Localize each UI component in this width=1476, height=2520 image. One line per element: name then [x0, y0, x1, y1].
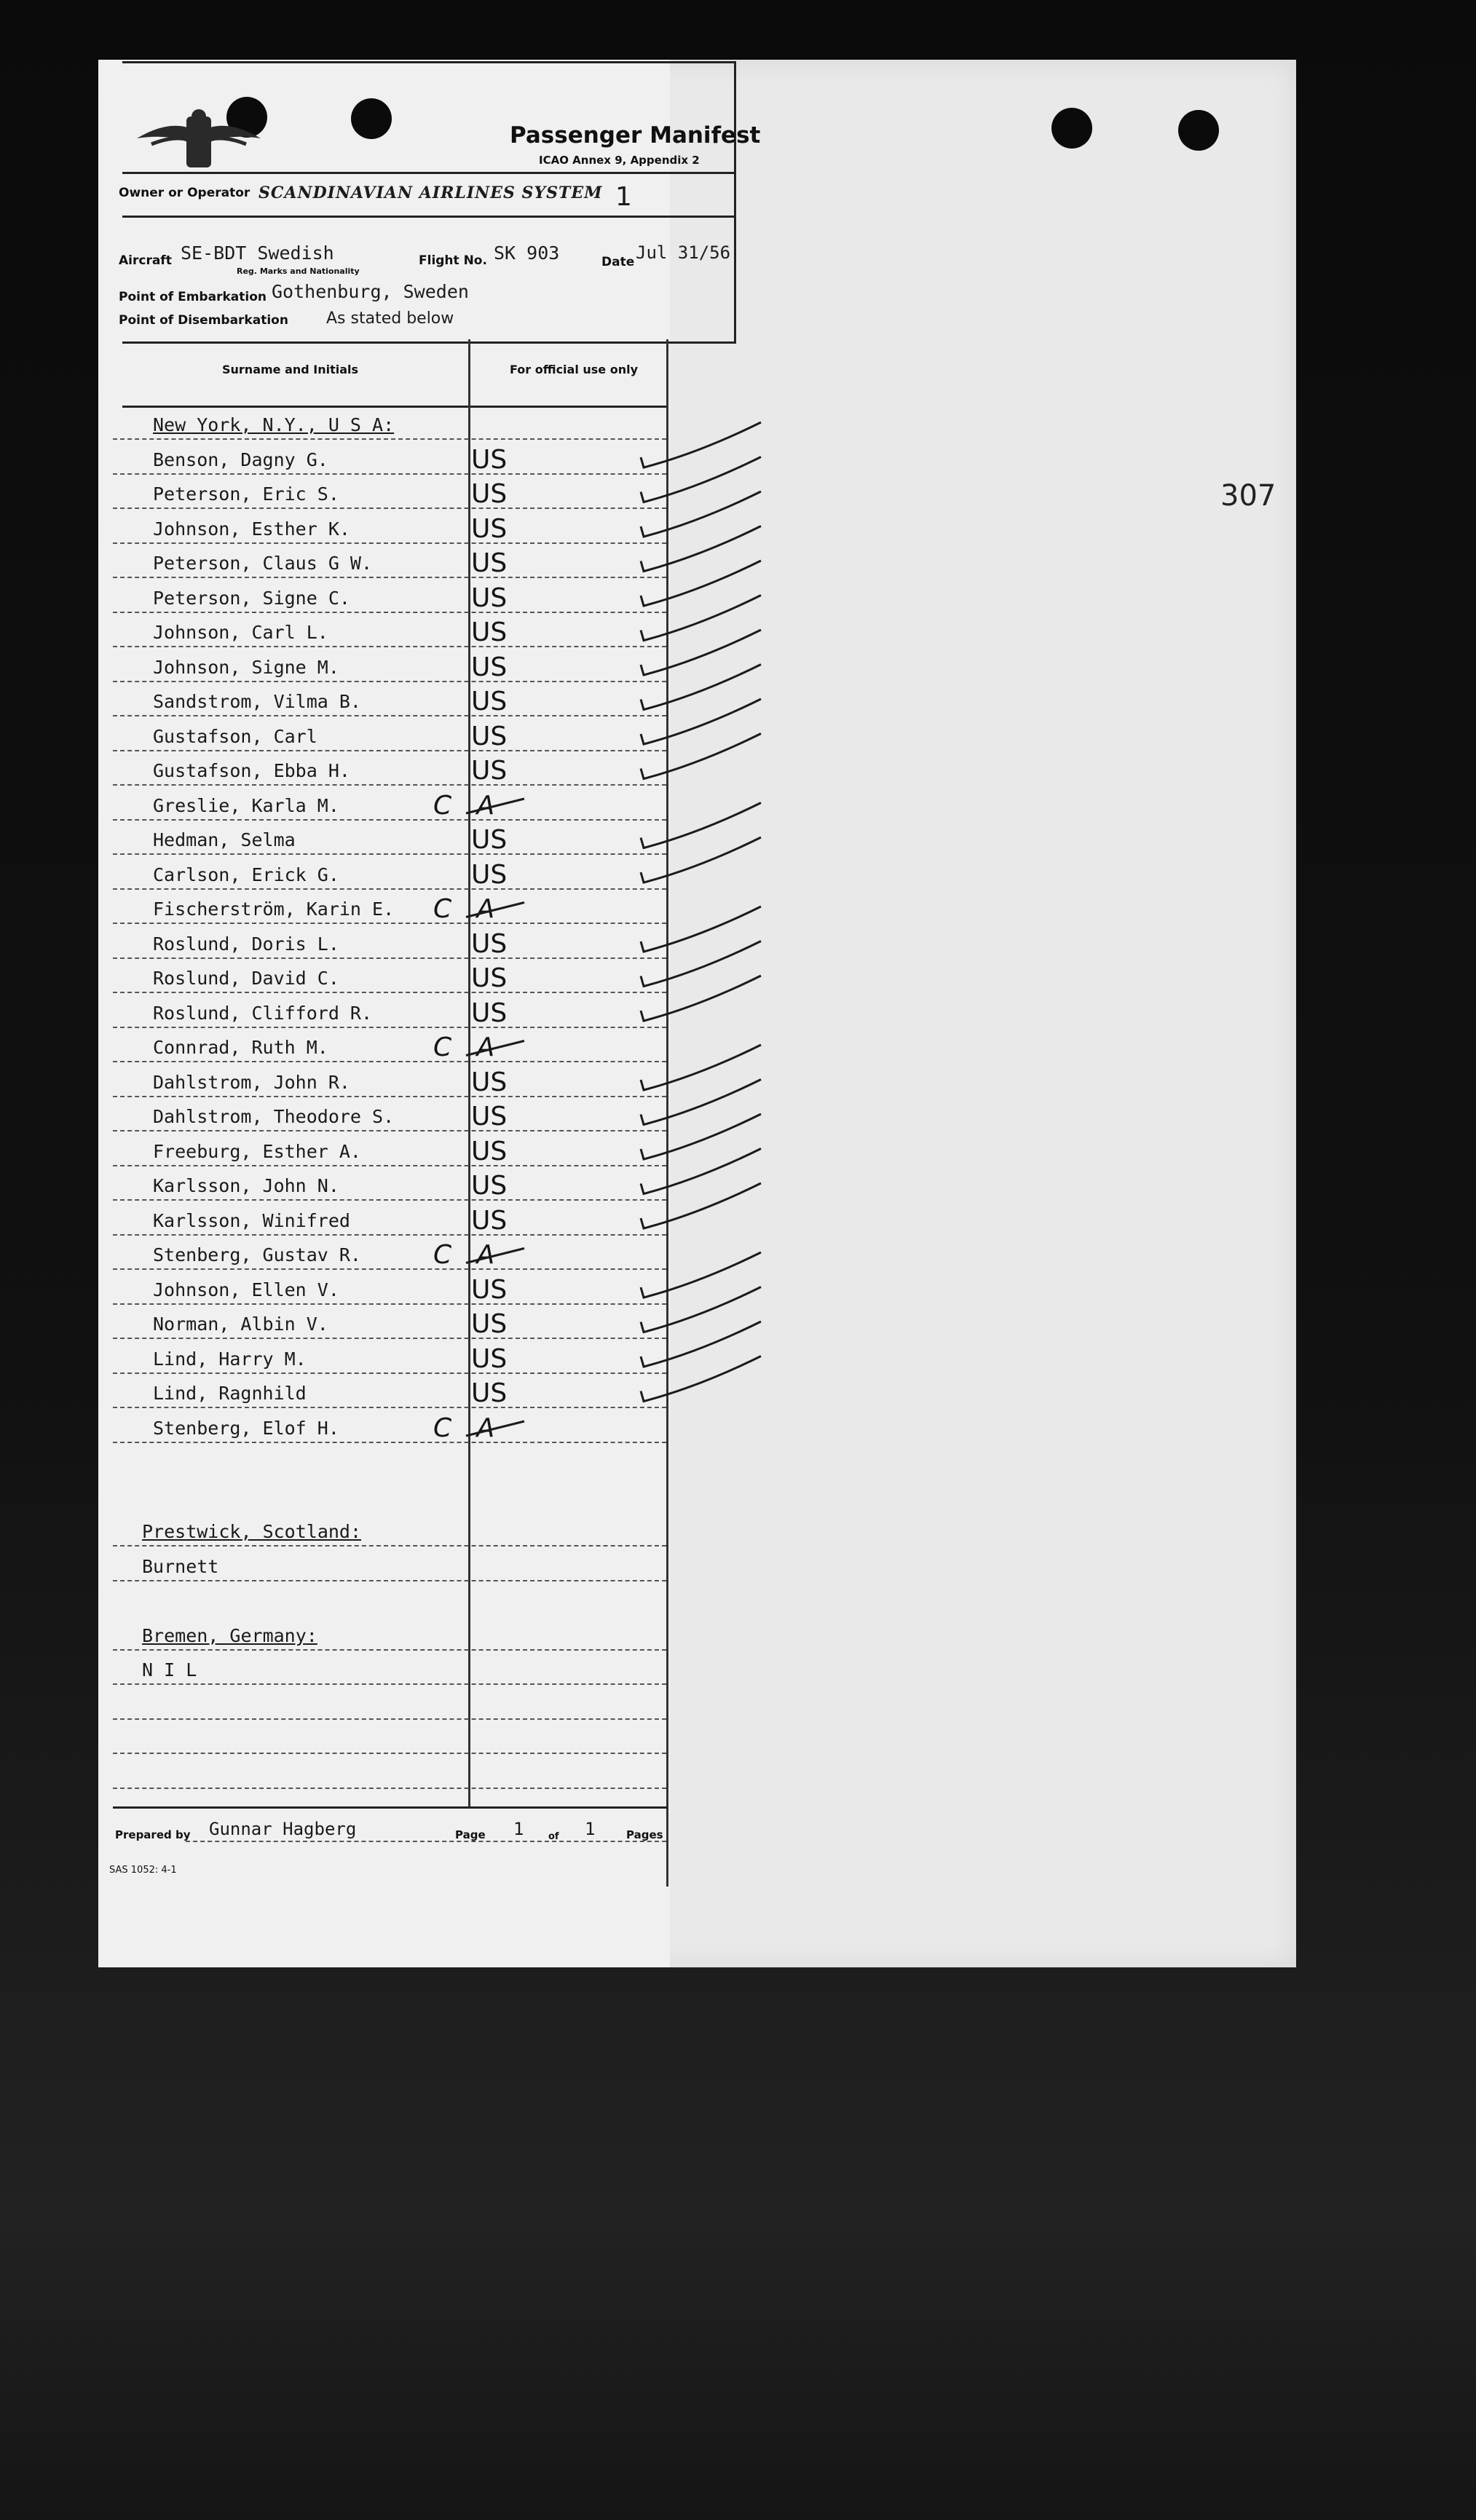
- passenger-name: Hedman, Selma: [153, 829, 296, 850]
- row-dashed-line: [113, 1442, 666, 1443]
- passenger-row: [113, 751, 666, 786]
- official-mark: US: [471, 756, 508, 786]
- airline-wings-logo-icon: [122, 87, 275, 189]
- passenger-row: [113, 544, 666, 578]
- punch-hole-4: [1178, 110, 1219, 151]
- embarkation-label: Point of Embarkation: [119, 290, 267, 304]
- official-mark: US: [471, 479, 508, 509]
- prepared-by-label: Prepared by: [115, 1828, 191, 1841]
- passenger-name: Karlsson, John N.: [153, 1175, 339, 1196]
- passenger-row: [113, 821, 666, 855]
- date-label: Date: [601, 255, 635, 269]
- official-mark: US: [471, 548, 508, 578]
- passenger-row: [113, 510, 666, 544]
- official-mark: US: [471, 1309, 508, 1339]
- passenger-name: Peterson, Claus G W.: [153, 553, 373, 574]
- passenger-name: Norman, Albin V.: [153, 1314, 328, 1335]
- passenger-row: [113, 1651, 666, 1685]
- passenger-name: Lind, Harry M.: [153, 1348, 307, 1370]
- column-header-official: For official use only: [510, 363, 639, 376]
- official-mark: C A: [433, 1032, 495, 1062]
- passenger-row: [113, 890, 666, 924]
- passenger-row: [113, 1236, 666, 1270]
- official-mark: US: [471, 1378, 508, 1408]
- passenger-name: Peterson, Eric S.: [153, 483, 339, 505]
- footer-underline: [186, 1841, 666, 1842]
- passenger-name: Johnson, Carl L.: [153, 622, 328, 643]
- date-value: Jul 31/56: [636, 242, 731, 263]
- passenger-name: Lind, Ragnhild: [153, 1383, 307, 1404]
- section-heading-row: [113, 1512, 666, 1547]
- passenger-name: Carlson, Erick G.: [153, 864, 339, 885]
- passenger-row: [113, 1201, 666, 1236]
- form-right-edge: [666, 339, 668, 1887]
- of-label: of: [548, 1831, 559, 1842]
- official-mark: US: [471, 617, 508, 647]
- manifest-title: Passenger Manifest: [510, 122, 761, 149]
- passenger-row: [113, 1305, 666, 1339]
- section-heading-row: [113, 1616, 666, 1651]
- official-mark: US: [471, 444, 508, 475]
- passenger-name: Johnson, Esther K.: [153, 518, 350, 540]
- empty-row: [113, 1686, 666, 1720]
- official-mark: US: [471, 513, 508, 544]
- passenger-name: N I L: [142, 1659, 197, 1680]
- owner-value: SCANDINAVIAN AIRLINES SYSTEM: [259, 183, 603, 202]
- passenger-row: [113, 682, 666, 716]
- passenger-name: Connrad, Ruth M.: [153, 1037, 328, 1058]
- passenger-name: Fischerström, Karin E.: [153, 898, 395, 920]
- row-dashed-line: [113, 1580, 666, 1581]
- form-code: SAS 1052: 4-1: [109, 1865, 177, 1876]
- passenger-row: [113, 994, 666, 1028]
- official-mark: US: [471, 1343, 508, 1374]
- passenger-name: Peterson, Signe C.: [153, 587, 350, 609]
- aircraft-label: Aircraft: [119, 253, 172, 268]
- section-heading-row: [113, 406, 666, 440]
- page-label: Page: [455, 1828, 486, 1841]
- pages-label: Pages: [626, 1828, 663, 1841]
- official-mark: US: [471, 1067, 508, 1097]
- official-mark: US: [471, 582, 508, 613]
- passenger-name: Dahlstrom, Theodore S.: [153, 1106, 395, 1127]
- passenger-row: [113, 1166, 666, 1201]
- passenger-name: Roslund, David C.: [153, 968, 339, 989]
- section-heading: Bremen, Germany:: [142, 1624, 317, 1646]
- passenger-row: [113, 1132, 666, 1166]
- flight-label: Flight No.: [419, 253, 487, 268]
- passenger-name: Freeburg, Esther A.: [153, 1140, 361, 1162]
- disembarkation-label: Point of Disembarkation: [119, 313, 288, 328]
- passenger-row: [113, 441, 666, 475]
- passenger-row: [113, 1409, 666, 1443]
- passenger-row: [113, 786, 666, 821]
- aircraft-value: SE-BDT Swedish: [181, 242, 334, 264]
- passenger-name: Sandstrom, Vilma B.: [153, 691, 361, 712]
- passenger-row: [113, 925, 666, 959]
- passenger-row: [113, 959, 666, 993]
- passenger-name: Gustafson, Ebba H.: [153, 760, 350, 781]
- row-dashed-line: [113, 1788, 666, 1789]
- official-mark: US: [471, 825, 508, 855]
- official-mark: C A: [433, 1240, 495, 1270]
- passenger-name: Johnson, Signe M.: [153, 656, 339, 678]
- official-mark: US: [471, 859, 508, 890]
- passenger-row: [113, 1340, 666, 1374]
- passenger-name: Roslund, Clifford R.: [153, 1002, 373, 1024]
- official-mark: US: [471, 1205, 508, 1236]
- empty-row: [113, 1720, 666, 1754]
- prepared-by-value: Gunnar Hagberg: [209, 1819, 357, 1839]
- passenger-row: [113, 1028, 666, 1062]
- flight-value: SK 903: [494, 242, 560, 264]
- passenger-name: Stenberg, Gustav R.: [153, 1244, 361, 1265]
- passenger-name: Dahlstrom, John R.: [153, 1071, 350, 1093]
- official-mark: US: [471, 687, 508, 716]
- passenger-name: Greslie, Karla M.: [153, 794, 339, 816]
- official-mark: US: [471, 998, 508, 1028]
- footer-top-line: [113, 1806, 668, 1809]
- page-value: 1: [513, 1819, 524, 1839]
- owner-mark: 1: [615, 182, 632, 212]
- owner-label: Owner or Operator: [119, 186, 250, 200]
- passenger-row: [113, 856, 666, 890]
- passenger-name: Benson, Dagny G.: [153, 449, 328, 470]
- official-mark: US: [471, 721, 508, 751]
- passenger-row: [113, 648, 666, 682]
- disembarkation-value: As stated below: [326, 309, 454, 328]
- passenger-name: Johnson, Ellen V.: [153, 1279, 339, 1300]
- official-mark: US: [471, 1274, 508, 1305]
- passenger-name: Stenberg, Elof H.: [153, 1417, 339, 1439]
- section-heading: Prestwick, Scotland:: [142, 1521, 362, 1542]
- official-mark: US: [471, 963, 508, 993]
- passenger-row: [113, 1547, 666, 1581]
- passenger-row: [113, 1063, 666, 1097]
- passenger-row: [113, 1097, 666, 1131]
- official-mark: C A: [433, 1413, 495, 1443]
- passenger-name: Burnett: [142, 1555, 219, 1577]
- official-mark: US: [471, 652, 508, 682]
- reg-marks-label: Reg. Marks and Nationality: [237, 266, 360, 276]
- official-mark: US: [471, 1171, 508, 1201]
- official-mark: US: [471, 1136, 508, 1166]
- passenger-name: Gustafson, Carl: [153, 725, 317, 747]
- header-divider-2: [122, 216, 736, 218]
- passenger-row: [113, 717, 666, 751]
- section-heading: New York, N.Y., U S A:: [153, 414, 395, 435]
- passenger-name: Roslund, Doris L.: [153, 933, 339, 955]
- column-header-name: Surname and Initials: [222, 363, 359, 376]
- passenger-row: [113, 1374, 666, 1408]
- punch-hole-3: [1051, 108, 1092, 149]
- archive-page-number: 307: [1220, 479, 1276, 513]
- official-mark: C A: [433, 790, 495, 821]
- embarkation-value: Gothenburg, Sweden: [272, 281, 469, 302]
- manifest-subtitle: ICAO Annex 9, Appendix 2: [539, 154, 700, 167]
- passenger-name: Karlsson, Winifred: [153, 1209, 350, 1231]
- passenger-row: [113, 579, 666, 613]
- passenger-row: [113, 475, 666, 509]
- official-mark: US: [471, 928, 508, 959]
- official-mark: US: [471, 1102, 508, 1131]
- passenger-row: [113, 613, 666, 647]
- official-mark: C A: [433, 894, 495, 924]
- of-value: 1: [585, 1819, 596, 1839]
- empty-row: [113, 1755, 666, 1789]
- passenger-row: [113, 1271, 666, 1305]
